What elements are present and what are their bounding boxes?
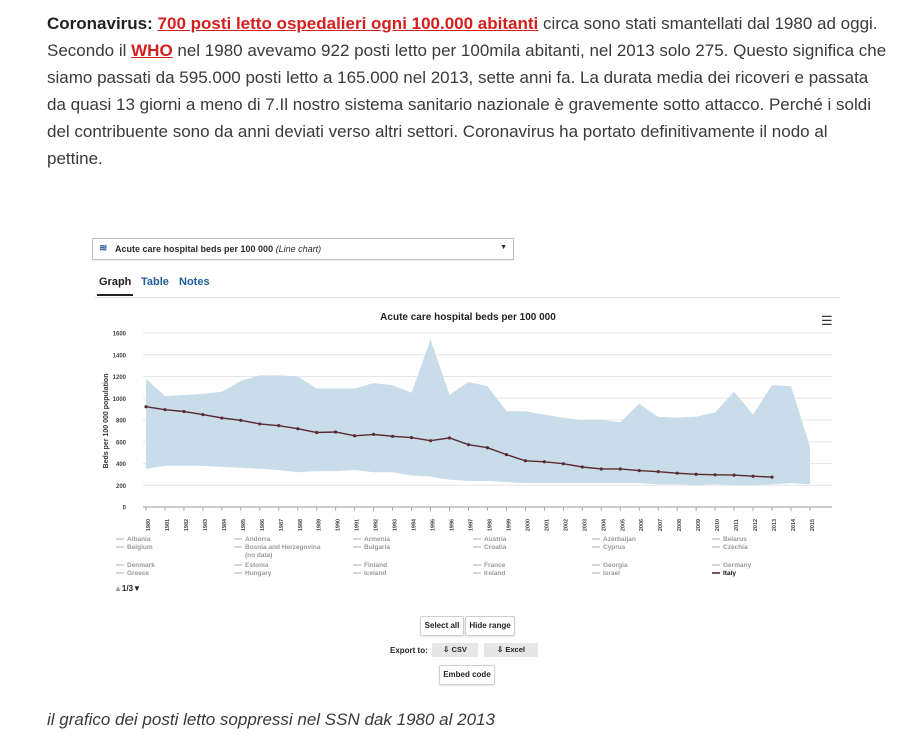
italy-data-point[interactable]: [239, 419, 242, 422]
tab-notes[interactable]: Notes: [179, 276, 210, 288]
article-text-1: circa sono stati smantellati dal 1980 ad oggi. Secondo il: [47, 14, 878, 60]
svg-text:Cyprus: Cyprus: [603, 544, 626, 551]
x-tick-label: 2009: [696, 518, 703, 532]
legend-item[interactable]: [353, 570, 386, 577]
export-excel-label: Excel: [505, 645, 525, 654]
x-tick-label: 2005: [620, 518, 627, 532]
x-tick-label: 1982: [183, 518, 190, 532]
svg-text:(no data): (no data): [245, 552, 273, 559]
svg-text:Azerbaijan: Azerbaijan: [603, 536, 636, 543]
italy-data-point[interactable]: [201, 413, 204, 416]
x-tick-label: 2010: [715, 518, 722, 532]
italy-data-point[interactable]: [714, 473, 717, 476]
svg-text:Germany: Germany: [723, 562, 752, 569]
x-tick-label: 1995: [430, 518, 437, 532]
embed-code-button[interactable]: Embed code: [439, 665, 495, 685]
legend-item[interactable]: [353, 536, 390, 543]
legend-item[interactable]: [116, 570, 149, 577]
x-tick-label: 1980: [146, 518, 152, 532]
legend-pager: [114, 584, 141, 593]
legend-item[interactable]: [353, 544, 390, 551]
x-tick-label: 2014: [790, 518, 797, 532]
x-tick-label: 2008: [677, 518, 684, 532]
y-tick-label: 0: [122, 505, 126, 512]
x-tick-label: 2006: [639, 518, 646, 532]
y-axis-label: Beds per 100 000 population: [103, 373, 110, 469]
svg-text:Austria: Austria: [484, 536, 507, 543]
legend-item[interactable]: [116, 544, 153, 551]
tab-graph[interactable]: Graph: [99, 276, 132, 288]
dropdown-label: Acute care hospital beds per 100 000 (Line chart): [115, 244, 322, 254]
x-tick-label: 1988: [297, 518, 304, 532]
x-tick-label: 1989: [316, 518, 323, 532]
italy-data-point[interactable]: [277, 424, 280, 427]
y-tick-label: 1000: [112, 396, 126, 403]
x-tick-label: 1986: [259, 518, 266, 532]
italy-data-point[interactable]: [486, 446, 489, 449]
x-tick-label: 1994: [411, 518, 418, 532]
italy-data-point[interactable]: [751, 475, 754, 478]
pager-down-icon[interactable]: ▼: [133, 584, 141, 593]
export-label: Export to:: [390, 646, 428, 655]
lead-bold: Coronavirus:: [47, 14, 153, 33]
italy-data-point[interactable]: [163, 408, 166, 411]
export-excel-button[interactable]: [484, 643, 538, 657]
legend-item[interactable]: [473, 562, 506, 569]
italy-data-point[interactable]: [505, 453, 508, 456]
italy-data-point[interactable]: [410, 436, 413, 439]
italy-data-point[interactable]: [676, 472, 679, 475]
legend-item[interactable]: [234, 536, 271, 543]
italy-data-point[interactable]: [562, 462, 565, 465]
svg-text:Croatia: Croatia: [484, 544, 507, 551]
italy-data-point[interactable]: [296, 427, 299, 430]
italy-data-point[interactable]: [619, 467, 622, 470]
x-tick-label: 1996: [449, 518, 456, 532]
hide-range-button[interactable]: Hide range: [465, 616, 515, 636]
x-tick-label: 2003: [582, 518, 589, 532]
legend-item[interactable]: [353, 562, 387, 569]
export-csv-label: CSV: [451, 645, 467, 654]
x-tick-label: 1990: [335, 518, 342, 532]
italy-data-point[interactable]: [220, 416, 223, 419]
italy-data-point[interactable]: [353, 434, 356, 437]
legend-item[interactable]: [592, 570, 620, 577]
download-icon: ⇩: [443, 645, 452, 654]
legend-item[interactable]: [116, 562, 155, 569]
italy-data-point[interactable]: [372, 433, 375, 436]
legend-item[interactable]: [234, 570, 272, 577]
italy-data-point[interactable]: [600, 467, 603, 470]
x-tick-label: 1999: [506, 518, 513, 532]
y-tick-label: 600: [115, 440, 126, 447]
y-tick-label: 400: [115, 462, 126, 468]
y-tick-label: 200: [115, 483, 126, 490]
svg-text:Albania: Albania: [127, 536, 151, 543]
pager-text: 1/3: [121, 584, 134, 593]
y-tick-label: 1400: [112, 353, 126, 360]
x-tick-label: 1992: [373, 518, 380, 532]
x-tick-label: 2013: [772, 518, 779, 532]
italy-data-point[interactable]: [543, 460, 546, 463]
svg-text:Italy: Italy: [723, 570, 737, 577]
svg-text:Finland: Finland: [364, 562, 388, 569]
x-tick-label: 1983: [202, 518, 209, 532]
italy-data-point[interactable]: [182, 410, 185, 413]
pager-up-icon[interactable]: ▲: [114, 584, 122, 593]
svg-text:France: France: [484, 562, 506, 569]
article-text-2: nel 1980 avevamo 922 posti letto per 100mila abitanti, nel 2013 solo 275. Questo significa che siamo passati da 595.000 posti letto a 165.000 nel 2013, sette anni fa. La durata media dei ricoveri e passata da quasi 13 giorni a meno di 7.Il nostro sistema sanitario nazionale è gravemente sotto attacco. Perché i soldi del contribuente sono da anni deviati verso altri settori. Coronavirus ha portato definitivamente il nodo al pettine.: [47, 41, 887, 168]
x-tick-label: 1998: [487, 518, 494, 532]
svg-text:Iceland: Iceland: [364, 570, 387, 577]
tab-table[interactable]: Table: [141, 276, 169, 288]
legend-item[interactable]: [592, 562, 628, 569]
svg-text:Israel: Israel: [603, 570, 620, 577]
range-band: [146, 340, 810, 486]
y-tick-label: 1600: [112, 331, 126, 338]
legend-item[interactable]: [592, 544, 626, 551]
x-tick-label: 2001: [544, 518, 551, 532]
italy-data-point[interactable]: [657, 470, 660, 473]
svg-text:Denmark: Denmark: [127, 562, 155, 569]
svg-text:Georgia: Georgia: [603, 562, 628, 569]
legend-item[interactable]: [473, 544, 507, 551]
legend-item[interactable]: [116, 536, 151, 543]
x-tick-label: 1981: [164, 518, 171, 532]
svg-text:Belgium: Belgium: [127, 544, 153, 551]
legend-item[interactable]: [712, 562, 752, 569]
chart-menu-icon[interactable]: ☰: [821, 313, 833, 328]
x-tick-label: 2015: [809, 518, 816, 532]
x-tick-label: 1991: [354, 518, 361, 532]
svg-text:Hungary: Hungary: [245, 570, 272, 577]
legend-item[interactable]: [473, 536, 507, 543]
legend-item[interactable]: [592, 536, 636, 543]
svg-text:Ireland: Ireland: [484, 570, 506, 577]
x-tick-label: 1985: [240, 518, 247, 532]
svg-text:Andorra: Andorra: [245, 536, 271, 543]
x-tick-label: 2012: [753, 518, 760, 532]
download-icon: ⇩: [497, 645, 506, 654]
italy-data-point[interactable]: [144, 405, 147, 408]
x-tick-label: 2004: [601, 518, 608, 532]
italy-data-point[interactable]: [448, 436, 451, 439]
legend-item[interactable]: [712, 544, 748, 551]
image-caption: il grafico dei posti letto soppressi nel SSN dak 1980 al 2013: [47, 710, 495, 729]
italy-data-point[interactable]: [770, 475, 773, 478]
italy-data-point[interactable]: [524, 459, 527, 462]
x-tick-label: 2002: [563, 518, 570, 532]
italy-data-point[interactable]: [315, 431, 318, 434]
svg-text:Estonia: Estonia: [245, 562, 269, 569]
svg-text:Greece: Greece: [127, 570, 150, 577]
legend-item[interactable]: [473, 570, 505, 577]
legend-item[interactable]: [234, 544, 321, 559]
svg-text:Bosnia and Herzegovina: Bosnia and Herzegovina: [245, 544, 321, 551]
chart-title: Acute care hospital beds per 100 000: [380, 312, 556, 323]
y-tick-label: 800: [115, 418, 126, 425]
x-tick-label: 2011: [734, 519, 741, 531]
x-tick-label: 1987: [278, 518, 285, 532]
beds-link[interactable]: 700 posti letto ospedalieri ogni 100.000 abitanti: [157, 14, 539, 33]
export-csv-button[interactable]: [432, 643, 478, 657]
chevron-down-icon: ▼: [500, 244, 507, 251]
x-tick-label: 2000: [525, 518, 532, 532]
line-chart-icon: ≋: [99, 243, 108, 254]
italy-data-point[interactable]: [334, 430, 337, 433]
svg-text:Czechia: Czechia: [723, 544, 748, 551]
italy-data-point[interactable]: [638, 469, 641, 472]
legend-item[interactable]: [712, 570, 736, 577]
x-tick-label: 2007: [658, 518, 665, 532]
x-tick-label: 1984: [221, 518, 228, 532]
svg-text:Belarus: Belarus: [723, 536, 747, 543]
svg-text:Bulgaria: Bulgaria: [364, 544, 391, 551]
italy-data-point[interactable]: [732, 474, 735, 477]
legend-item[interactable]: [234, 562, 269, 569]
italy-data-point[interactable]: [581, 465, 584, 468]
italy-data-point[interactable]: [258, 422, 261, 425]
svg-text:Armenia: Armenia: [364, 536, 391, 543]
x-tick-label: 1997: [468, 518, 475, 532]
italy-data-point[interactable]: [391, 435, 394, 438]
select-all-button[interactable]: Select all: [420, 616, 464, 636]
x-tick-label: 1993: [392, 518, 399, 532]
y-tick-label: 1200: [112, 375, 126, 381]
who-link[interactable]: WHO: [131, 41, 173, 60]
legend-item[interactable]: [712, 536, 747, 543]
italy-data-point[interactable]: [429, 439, 432, 442]
italy-data-point[interactable]: [695, 473, 698, 476]
italy-data-point[interactable]: [467, 443, 470, 446]
